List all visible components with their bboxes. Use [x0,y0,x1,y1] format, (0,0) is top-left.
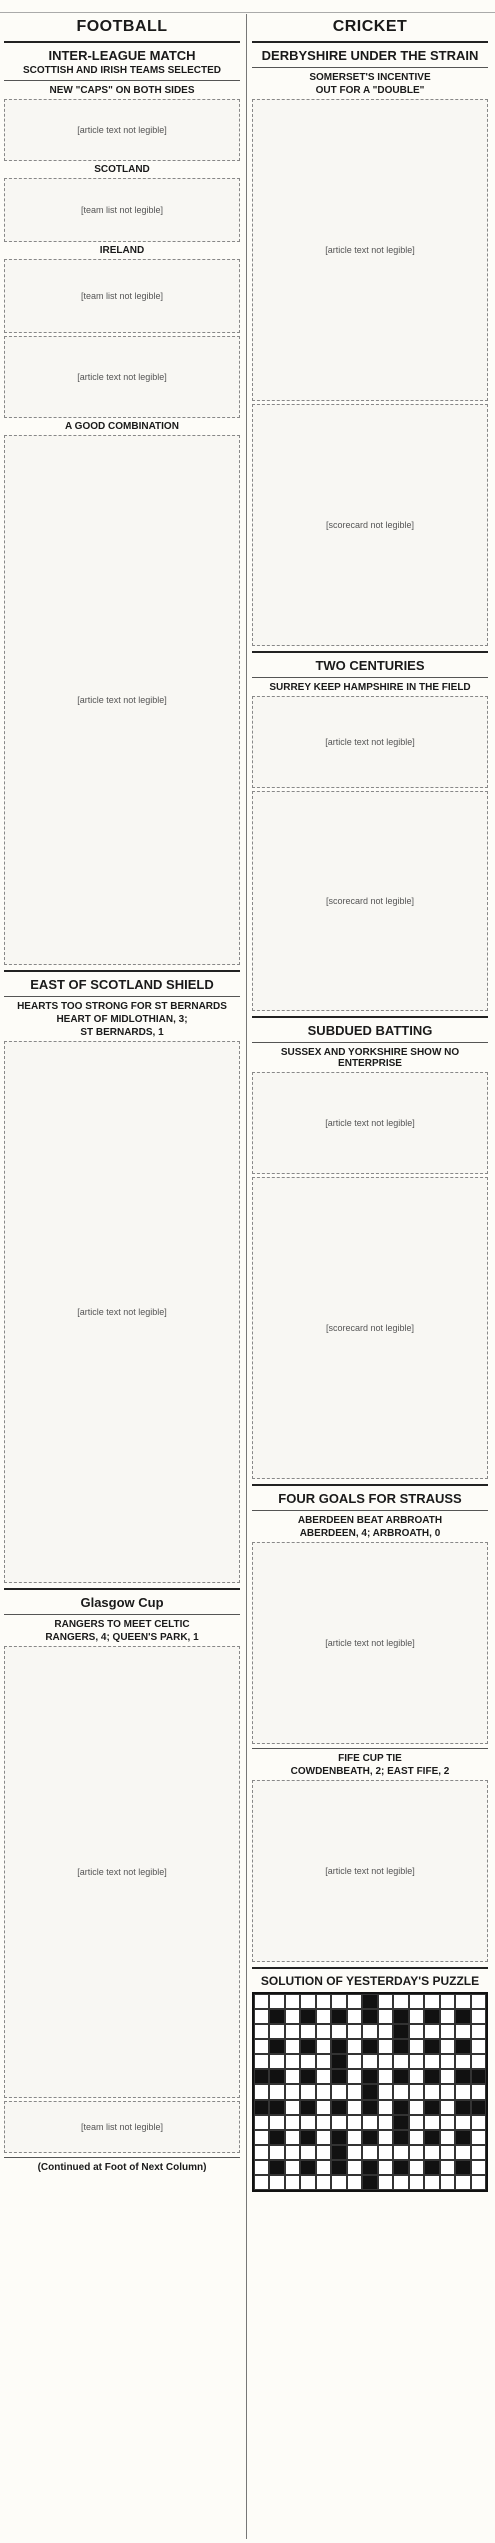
crossword-cell [409,2175,424,2190]
subdued-batting-scorecard: [scorecard not legible] [252,1177,488,1479]
crossword-cell [409,2039,424,2054]
crossword-cell [316,2084,331,2099]
east-shield-result-1: HEART OF MIDLOTHIAN, 3; [56,1014,188,1025]
crossword-cell [471,2160,486,2175]
inter-league-intro: [article text not legible] [4,99,240,161]
east-shield-result-2: ST BERNARDS, 1 [80,1027,164,1038]
crossword-cell [269,2069,284,2084]
crossword-cell [331,2039,346,2054]
crossword-cell [300,2024,315,2039]
crossword-cell [316,2130,331,2145]
crossword-cell [331,2069,346,2084]
inter-league-subhead: SCOTTISH AND IRISH TEAMS SELECTED [23,65,221,76]
crossword-cell [424,2024,439,2039]
crossword-solution-grid [252,1992,488,2192]
crossword-cell [347,2160,362,2175]
football-section-title: FOOTBALL [76,18,168,35]
divider [4,80,240,81]
crossword-cell [316,2145,331,2160]
crossword-cell [440,2039,455,2054]
crossword-cell [409,2145,424,2160]
fife-cup-result: COWDENBEATH, 2; EAST FIFE, 2 [290,1766,450,1777]
crossword-cell [362,2069,377,2084]
crossword-cell [254,2084,269,2099]
crossword-cell [378,2054,393,2069]
crossword-cell [285,2054,300,2069]
divider [4,1614,240,1615]
crossword-cell [347,2024,362,2039]
crossword-cell [378,2100,393,2115]
crossword-cell [362,2160,377,2175]
crossword-cell [254,2115,269,2130]
scotland-team-list: [team list not legible] [4,178,240,242]
crossword-cell [455,2145,470,2160]
crossword-cell [393,2039,408,2054]
crossword-cell [455,2115,470,2130]
crossword-cell [269,1994,284,2009]
strauss-result: ABERDEEN, 4; ARBROATH, 0 [299,1528,441,1539]
crossword-cell [471,2054,486,2069]
right-column [252,16,488,2192]
crossword-cell [471,2039,486,2054]
crossword-cell [347,2084,362,2099]
crossword-cell [409,2069,424,2084]
crossword-cell [393,2175,408,2190]
scotland-heading: SCOTLAND [94,164,150,175]
crossword-cell [378,2024,393,2039]
crossword-cell [285,2100,300,2115]
crossword-cell [440,2024,455,2039]
crossword-cell [393,2100,408,2115]
crossword-cell [455,2084,470,2099]
reserves-text: [article text not legible] [4,336,240,418]
crossword-cell [331,2009,346,2024]
crossword-cell [471,1994,486,2009]
crossword-cell [300,2100,315,2115]
crossword-cell [362,2130,377,2145]
crossword-cell [393,2024,408,2039]
glasgow-cup-result: RANGERS, 4; QUEEN'S PARK, 1 [45,1632,199,1643]
crossword-cell [269,2115,284,2130]
divider [252,1484,488,1486]
divider [4,970,240,972]
crossword-cell [300,2130,315,2145]
crossword-cell [378,2160,393,2175]
ireland-heading: IRELAND [99,245,145,256]
crossword-cell [440,2160,455,2175]
crossword-cell [424,2069,439,2084]
subdued-batting-subhead: SUSSEX AND YORKSHIRE SHOW NO ENTERPRISE [280,1047,460,1069]
crossword-cell [409,2160,424,2175]
glasgow-cup-headline: Glasgow Cup [80,1595,164,1610]
derbyshire-headline: DERBYSHIRE UNDER THE STRAIN [261,48,479,63]
crossword-cell [424,2115,439,2130]
crossword-cell [269,2130,284,2145]
divider [252,67,488,68]
crossword-cell [347,1994,362,2009]
crossword-cell [269,2054,284,2069]
crossword-cell [254,1994,269,2009]
crossword-cell [362,2175,377,2190]
crossword-cell [316,2160,331,2175]
crossword-cell [316,2115,331,2130]
crossword-cell [440,2115,455,2130]
crossword-cell [285,2130,300,2145]
crossword-cell [471,2130,486,2145]
crossword-cell [440,2175,455,2190]
crossword-cell [362,2054,377,2069]
crossword-cell [362,2024,377,2039]
crossword-cell [285,2024,300,2039]
crossword-cell [424,2160,439,2175]
crossword-cell [424,2175,439,2190]
crossword-cell [269,2024,284,2039]
crossword-cell [393,2084,408,2099]
fife-cup-headline: FIFE CUP TIE [338,1753,402,1764]
divider [252,677,488,678]
crossword-cell [393,2130,408,2145]
crossword-cell [471,2084,486,2099]
crossword-cell [285,2084,300,2099]
crossword-cell [471,2024,486,2039]
crossword-cell [378,2145,393,2160]
east-shield-subhead: HEARTS TOO STRONG FOR ST BERNARDS [17,1001,227,1012]
crossword-cell [440,2054,455,2069]
glasgow-cup-body: [article text not legible] [4,1646,240,2098]
column-rule [246,14,247,2539]
crossword-cell [269,2100,284,2115]
crossword-cell [424,1994,439,2009]
crossword-cell [316,1994,331,2009]
crossword-cell [362,1994,377,2009]
page-top-strip [0,0,495,13]
crossword-cell [393,1994,408,2009]
crossword-cell [424,2009,439,2024]
crossword-cell [331,2115,346,2130]
crossword-cell [440,2069,455,2084]
crossword-cell [471,2069,486,2084]
crossword-cell [409,2084,424,2099]
crossword-cell [254,2024,269,2039]
crossword-cell [440,2130,455,2145]
crossword-cell [347,2039,362,2054]
crossword-cell [409,2115,424,2130]
crossword-cell [455,2130,470,2145]
crossword-cell [378,2130,393,2145]
two-centuries-headline: TWO CENTURIES [315,658,425,673]
crossword-cell [300,2039,315,2054]
crossword-cell [378,2009,393,2024]
crossword-cell [269,2175,284,2190]
crossword-cell [316,2069,331,2084]
crossword-cell [300,2054,315,2069]
crossword-cell [285,2160,300,2175]
crossword-cell [331,2145,346,2160]
crossword-cell [269,2160,284,2175]
crossword-cell [331,2100,346,2115]
divider [252,41,488,43]
crossword-cell [440,1994,455,2009]
crossword-cell [455,2069,470,2084]
crossword-cell [285,2115,300,2130]
crossword-cell [285,2145,300,2160]
crossword-cell [409,1994,424,2009]
left-column [4,16,240,2175]
crossword-cell [254,2175,269,2190]
crossword-cell [362,2115,377,2130]
crossword-cell [424,2145,439,2160]
east-shield-headline: EAST OF SCOTLAND SHIELD [30,977,214,992]
inter-league-deck: NEW "CAPS" ON BOTH SIDES [49,85,195,96]
derbyshire-body: [article text not legible] [252,99,488,401]
crossword-cell [254,2039,269,2054]
puzzle-solution-title: SOLUTION OF YESTERDAY'S PUZZLE [260,1974,480,1988]
crossword-cell [331,2175,346,2190]
crossword-cell [316,2039,331,2054]
cricket-section-title: CRICKET [332,18,408,35]
crossword-cell [331,2160,346,2175]
crossword-cell [378,1994,393,2009]
crossword-cell [331,2130,346,2145]
crossword-cell [362,2100,377,2115]
crossword-cell [455,2054,470,2069]
crossword-cell [269,2039,284,2054]
crossword-cell [471,2175,486,2190]
crossword-cell [254,2069,269,2084]
crossword-cell [285,2175,300,2190]
two-centuries-scorecard: [scorecard not legible] [252,791,488,1011]
crossword-cell [316,2009,331,2024]
crossword-cell [409,2100,424,2115]
crossword-cell [424,2084,439,2099]
crossword-cell [269,2084,284,2099]
crossword-cell [254,2130,269,2145]
crossword-cell [409,2054,424,2069]
crossword-cell [455,2024,470,2039]
crossword-cell [300,2084,315,2099]
divider [252,1016,488,1018]
crossword-cell [300,2115,315,2130]
crossword-cell [393,2115,408,2130]
crossword-cell [471,2115,486,2130]
crossword-cell [362,2039,377,2054]
divider [4,1588,240,1590]
subdued-batting-body: [article text not legible] [252,1072,488,1174]
crossword-cell [285,1994,300,2009]
crossword-cell [378,2039,393,2054]
strauss-subhead: ABERDEEN BEAT ARBROATH [297,1515,443,1526]
crossword-cell [378,2115,393,2130]
two-centuries-subhead: SURREY KEEP HAMPSHIRE IN THE FIELD [269,682,471,693]
crossword-cell [455,2175,470,2190]
crossword-cell [409,2024,424,2039]
crossword-cell [331,2024,346,2039]
crossword-cell [455,1994,470,2009]
crossword-cell [269,2009,284,2024]
crossword-cell [300,2175,315,2190]
fife-cup-body: [article text not legible] [252,1780,488,1962]
crossword-cell [300,1994,315,2009]
crossword-cell [269,2145,284,2160]
ireland-team-list: [team list not legible] [4,259,240,333]
crossword-cell [331,1994,346,2009]
crossword-cell [300,2145,315,2160]
crossword-cell [393,2160,408,2175]
strauss-headline: FOUR GOALS FOR STRAUSS [278,1491,462,1506]
crossword-cell [347,2175,362,2190]
inter-league-headline: INTER-LEAGUE MATCH [48,48,196,63]
crossword-cell [347,2115,362,2130]
derbyshire-deck: OUT FOR A "DOUBLE" [315,85,425,96]
two-centuries-body: [article text not legible] [252,696,488,788]
crossword-cell [316,2024,331,2039]
crossword-cell [285,2039,300,2054]
glasgow-cup-teams: [team list not legible] [4,2101,240,2153]
crossword-cell [440,2100,455,2115]
crossword-cell [393,2145,408,2160]
crossword-cell [424,2039,439,2054]
divider [252,1748,488,1749]
crossword-cell [254,2160,269,2175]
crossword-cell [347,2100,362,2115]
crossword-cell [440,2009,455,2024]
crossword-cell [331,2084,346,2099]
crossword-cell [471,2009,486,2024]
divider [4,996,240,997]
crossword-cell [285,2069,300,2084]
crossword-cell [285,2009,300,2024]
derbyshire-subhead: SOMERSET'S INCENTIVE [309,72,431,83]
crossword-cell [331,2054,346,2069]
crossword-cell [254,2100,269,2115]
crossword-cell [455,2009,470,2024]
crossword-cell [409,2009,424,2024]
crossword-cell [254,2009,269,2024]
divider [4,2157,240,2158]
crossword-cell [300,2160,315,2175]
crossword-cell [378,2069,393,2084]
crossword-cell [455,2039,470,2054]
crossword-cell [471,2100,486,2115]
crossword-cell [362,2084,377,2099]
crossword-cell [393,2054,408,2069]
crossword-cell [393,2009,408,2024]
crossword-cell [362,2009,377,2024]
crossword-cell [300,2069,315,2084]
crossword-cell [440,2145,455,2160]
crossword-cell [424,2100,439,2115]
glasgow-cup-subhead: RANGERS TO MEET CELTIC [54,1619,190,1630]
good-combination-heading: A GOOD COMBINATION [65,421,179,432]
divider [252,1967,488,1969]
crossword-cell [347,2130,362,2145]
divider [4,41,240,43]
crossword-cell [254,2054,269,2069]
crossword-cell [347,2054,362,2069]
crossword-cell [347,2009,362,2024]
crossword-cell [300,2009,315,2024]
crossword-cell [254,2145,269,2160]
crossword-cell [347,2145,362,2160]
crossword-cell [347,2069,362,2084]
subdued-batting-headline: SUBDUED BATTING [307,1023,433,1038]
strauss-body: [article text not legible] [252,1542,488,1744]
crossword-cell [471,2145,486,2160]
crossword-cell [440,2084,455,2099]
continued-footer: (Continued at Foot of Next Column) [37,2162,207,2173]
crossword-cell [455,2100,470,2115]
divider [252,1510,488,1511]
crossword-cell [316,2100,331,2115]
derbyshire-scorecard: [scorecard not legible] [252,404,488,646]
crossword-cell [316,2175,331,2190]
crossword-cell [378,2084,393,2099]
crossword-cell [393,2069,408,2084]
crossword-cell [455,2160,470,2175]
crossword-cell [409,2130,424,2145]
crossword-cell [424,2130,439,2145]
east-shield-body: [article text not legible] [4,1041,240,1583]
divider [252,1042,488,1043]
crossword-cell [378,2175,393,2190]
inter-league-body: [article text not legible] [4,435,240,965]
crossword-cell [362,2145,377,2160]
crossword-cell [316,2054,331,2069]
crossword-cell [424,2054,439,2069]
divider [252,651,488,653]
